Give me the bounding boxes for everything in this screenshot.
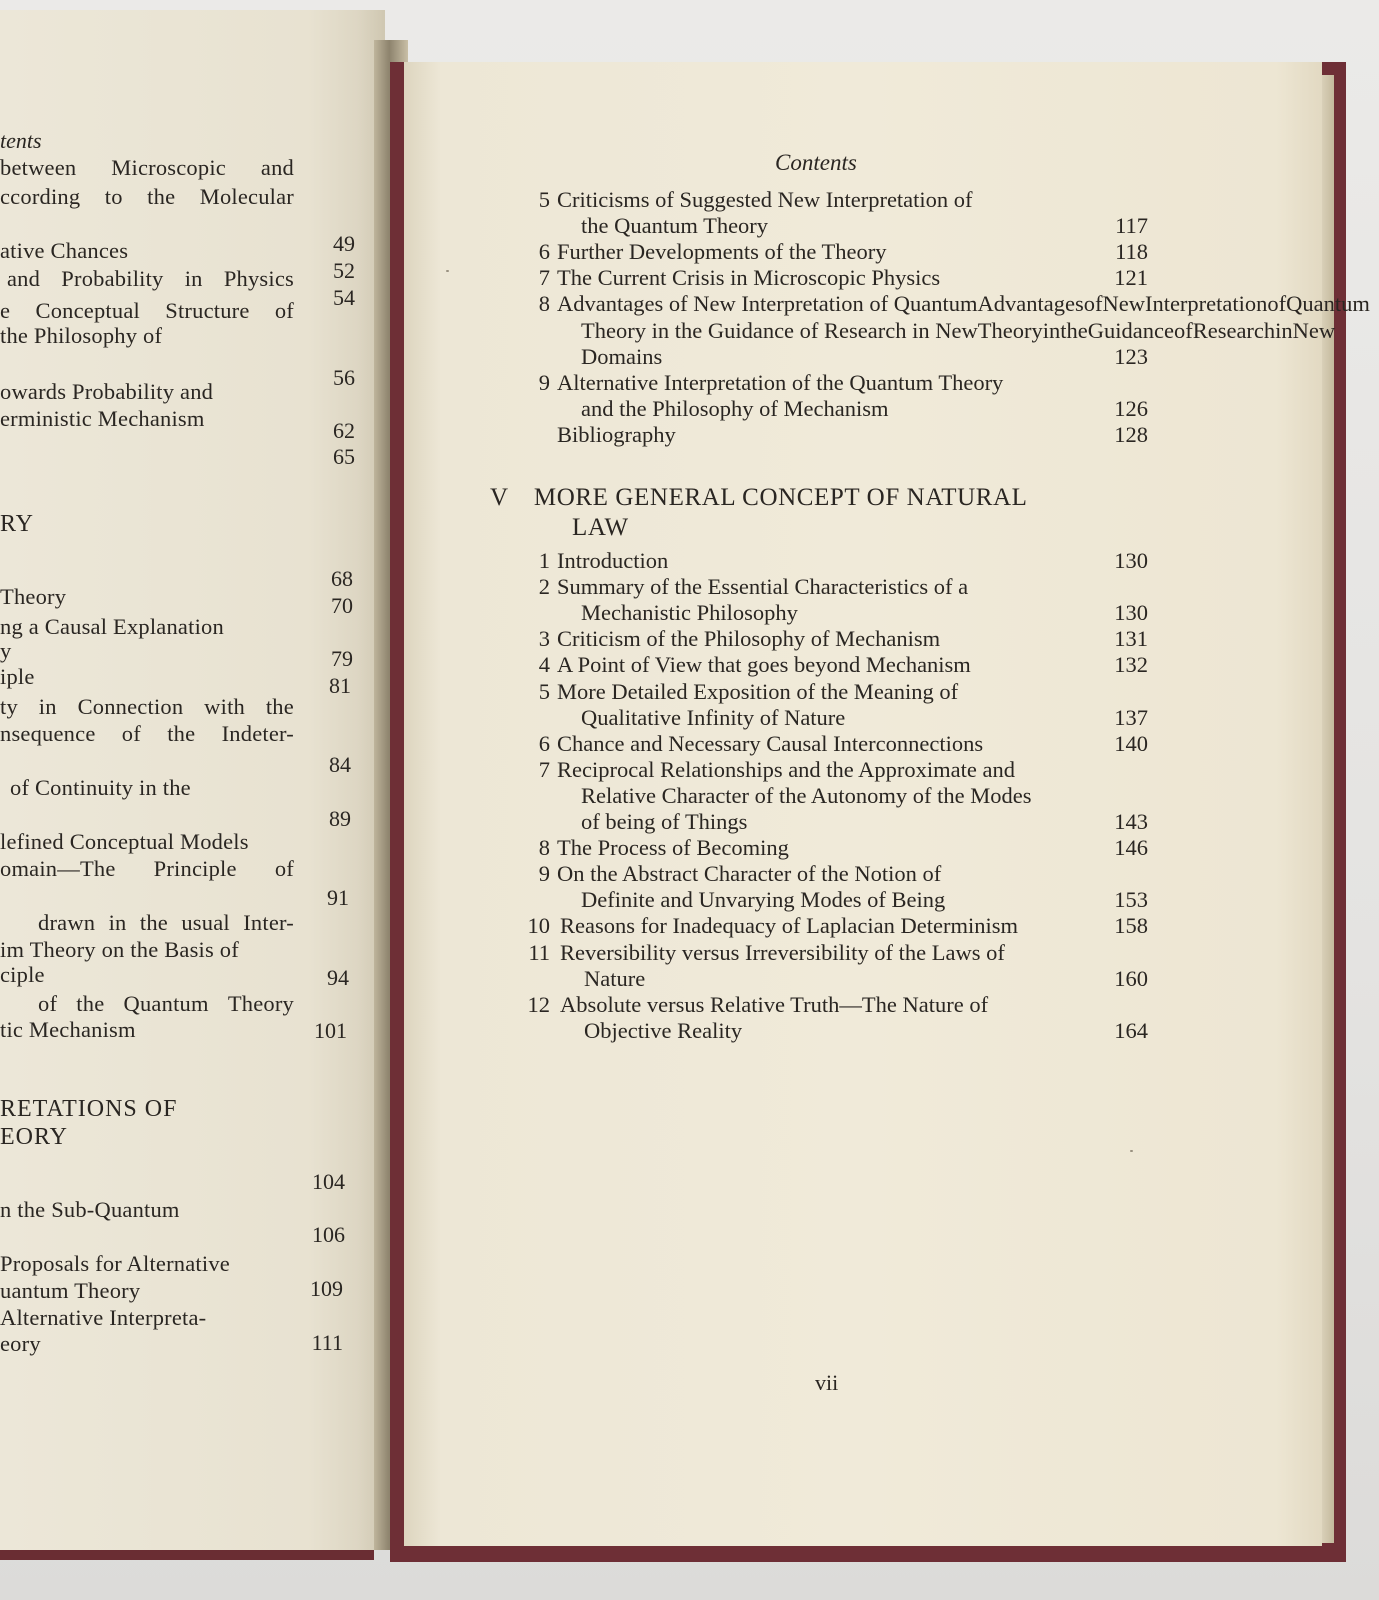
left-toc-line: y	[0, 638, 12, 663]
left-toc-line	[0, 155, 294, 181]
toc-entry-text: Bibliography	[557, 421, 676, 447]
toc-word: Advantages	[977, 291, 1084, 317]
left-toc-word: the	[139, 910, 168, 935]
left-toc-line: ng a Causal Explanation	[0, 614, 224, 639]
toc-entry-text: On the Abstract Character of the Notion of	[557, 861, 942, 887]
toc-entry-number: 8	[538, 291, 550, 317]
left-chapter-heading: EORY	[0, 1124, 69, 1150]
toc-entry-text: Summary of the Essential Characteristics of a	[557, 574, 969, 600]
toc-entry-page: 117	[1115, 213, 1148, 239]
toc-entry-text: of being of Things	[581, 809, 748, 834]
left-page-number: 79	[331, 646, 353, 671]
toc-entry-text: Reasons for Inadequacy of Laplacian Determinism	[560, 913, 1018, 939]
left-toc-word: Inter-	[243, 910, 294, 935]
toc-entry-text: Theory in the Guidance of Research in New Theory in the Guidance of Research in New	[581, 317, 1336, 343]
left-page-number: 89	[329, 806, 351, 831]
toc-entry-text: Further Developments of the Theory	[557, 239, 887, 265]
toc-entry-text: Objective Reality	[584, 1017, 743, 1043]
left-toc-line	[0, 298, 294, 324]
left-toc-word: the	[167, 721, 196, 746]
toc-entry-number: 9	[538, 861, 550, 887]
left-page-number: 52	[333, 258, 355, 283]
left-toc-line: owards Probability and	[0, 379, 214, 404]
toc-entry-text: Nature	[584, 965, 646, 991]
left-page-number: 94	[327, 965, 349, 990]
chapter-title-line-1: MORE GENERAL CONCEPT OF NATURAL	[533, 484, 1028, 511]
left-toc-word: nsequence	[0, 721, 96, 746]
toc-entry-number: 5	[538, 678, 550, 704]
toc-entry-number: 2	[538, 574, 550, 600]
left-toc-word: Indeter-	[221, 721, 294, 746]
toc-entry-text: More Detailed Exposition of the Meaning of	[557, 678, 959, 704]
toc-entry-text: The Current Crisis in Microscopic Physics	[557, 265, 941, 291]
toc-word: Quantum	[1286, 291, 1370, 317]
toc-entry-text: and the Philosophy of Mechanism	[581, 395, 889, 421]
toc-entry-text: Criticisms of Suggested New Interpretation of	[557, 187, 973, 212]
left-page-number: 68	[331, 566, 353, 591]
toc-entry-text: Introduction	[557, 548, 669, 573]
left-toc-word: Structure	[165, 298, 250, 323]
left-toc-word: between	[0, 155, 77, 180]
left-toc-word: in	[108, 910, 127, 935]
left-page-number: 104	[312, 1169, 345, 1194]
right-running-head: Contents	[775, 150, 857, 175]
left-toc-line: Theory	[0, 584, 67, 609]
toc-entry-page: 158	[1114, 913, 1148, 939]
left-page-number: 91	[327, 885, 349, 910]
left-toc-word: Molecular	[199, 184, 294, 209]
left-toc-word: to	[104, 184, 123, 209]
toc-entry-text: Advantages of New Interpretation of Quantum Advantages of New Interpretation of Quantum	[557, 291, 1370, 317]
toc-entry-number: 7	[538, 756, 550, 782]
toc-entry-page: 121	[1114, 265, 1148, 291]
left-toc-word: of	[274, 298, 294, 323]
left-toc-line: ciple	[0, 962, 45, 987]
left-toc-line: iple	[0, 664, 35, 689]
left-page	[0, 10, 385, 1550]
toc-word: in	[1275, 317, 1293, 343]
left-toc-word: of	[121, 721, 141, 746]
left-toc-line: n the Sub-Quantum	[0, 1197, 180, 1222]
left-page-number: 70	[331, 593, 353, 618]
left-toc-word: the	[76, 991, 105, 1016]
toc-entry-page: 140	[1114, 730, 1148, 756]
left-chapter-heading: RETATIONS OF	[0, 1096, 178, 1122]
toc-entry-number: 7	[538, 265, 550, 291]
left-toc-word: Connection	[77, 694, 184, 719]
left-page-number: 54	[333, 285, 355, 310]
left-toc-line	[7, 266, 294, 292]
toc-entry-page: 160	[1114, 965, 1148, 991]
chapter-numeral: V	[490, 484, 509, 511]
left-toc-word: with	[204, 694, 245, 719]
toc-entry-page: 130	[1114, 548, 1148, 573]
toc-entry-text: Qualitative Infinity of Nature	[581, 704, 846, 730]
toc-word: New	[1102, 291, 1145, 317]
left-toc-line: Proposals for Alternative	[0, 1251, 230, 1276]
left-toc-line	[38, 910, 294, 936]
toc-entry-text: Domains	[581, 343, 663, 369]
left-toc-word: and	[260, 155, 294, 180]
left-page-number: 109	[310, 1276, 343, 1301]
left-toc-word: Quantum	[123, 991, 209, 1016]
toc-entry-text: Alternative Interpretation of the Quantum Theory	[557, 369, 1004, 395]
left-toc-word: usual	[181, 910, 230, 935]
left-running-head: tents	[0, 128, 42, 153]
left-toc-word: Principle	[153, 856, 237, 881]
toc-entry-page: 130	[1114, 600, 1148, 626]
left-page-number: 84	[329, 752, 351, 777]
toc-word: Interpretation	[1144, 291, 1268, 317]
toc-entry-page: 153	[1114, 887, 1148, 913]
left-toc-word: drawn	[38, 910, 96, 935]
left-toc-line: of Continuity in the	[10, 775, 191, 800]
left-toc-word: Conceptual	[35, 298, 140, 323]
toc-entry-page: 132	[1114, 652, 1148, 678]
toc-entry-page: 164	[1114, 1017, 1148, 1043]
toc-word: New	[1292, 317, 1336, 343]
left-page-number: 81	[329, 673, 351, 698]
left-toc-word: Probability	[61, 266, 164, 291]
left-chapter-heading: RY	[0, 511, 35, 537]
toc-entry-text: Reversibility versus Irreversibility of the Laws of	[560, 939, 1005, 965]
left-toc-word: of	[274, 856, 294, 881]
left-page-number: 101	[314, 1018, 347, 1043]
toc-entry-page: 131	[1114, 626, 1148, 652]
toc-entry-number: 4	[538, 652, 550, 678]
left-toc-line	[0, 856, 294, 882]
toc-word: of	[1173, 317, 1193, 343]
left-toc-line	[0, 184, 294, 210]
left-toc-line: Alternative Interpreta-	[0, 1305, 207, 1330]
left-toc-word: Theory	[227, 991, 294, 1016]
toc-word: Research	[1192, 317, 1276, 343]
left-toc-line: lefined Conceptual Models	[0, 829, 249, 854]
toc-entry-text: A Point of View that goes beyond Mechanism	[557, 652, 971, 678]
left-toc-line	[38, 991, 294, 1017]
left-toc-word: in	[184, 266, 203, 291]
left-toc-line: the Philosophy of	[0, 323, 163, 348]
left-toc-line	[0, 694, 294, 720]
left-toc-line	[0, 721, 294, 747]
toc-entry-number: 5	[538, 187, 550, 212]
left-page-number: 62	[333, 418, 355, 443]
toc-entry-number: 6	[538, 730, 550, 756]
paper-speck	[446, 270, 449, 272]
toc-word: Theory	[977, 317, 1043, 343]
left-toc-line: ative Chances	[0, 238, 129, 263]
toc-entry-text: Criticism of the Philosophy of Mechanism	[557, 626, 941, 652]
left-toc-line: eory	[0, 1331, 41, 1356]
toc-entry-page: 143	[1114, 809, 1148, 834]
toc-entry-number: 10	[527, 913, 550, 939]
toc-entry-number: 12	[527, 991, 550, 1017]
toc-entry-page: 128	[1114, 421, 1148, 447]
left-toc-word: e	[0, 298, 11, 323]
left-page-number: 65	[333, 444, 355, 469]
left-page-number: 56	[333, 365, 355, 390]
left-toc-word: in	[38, 694, 57, 719]
toc-entry-text: Definite and Unvarying Modes of Being	[581, 887, 946, 913]
left-toc-word: ty	[0, 694, 18, 719]
chapter-heading	[490, 484, 1028, 512]
toc-word: of	[1267, 291, 1287, 317]
left-toc-word: Microscopic	[111, 155, 226, 180]
toc-entry-page: 118	[1115, 239, 1148, 265]
toc-entry-page: 137	[1114, 704, 1148, 730]
toc-entry-number: 8	[538, 835, 550, 861]
left-toc-line: erministic Mechanism	[0, 406, 205, 431]
toc-word: of	[1083, 291, 1103, 317]
toc-entry-number: 11	[528, 939, 550, 965]
left-toc-word: the	[265, 694, 294, 719]
toc-entry-number: 1	[538, 548, 550, 573]
toc-entry-page: 123	[1114, 343, 1148, 369]
left-page-number: 49	[333, 231, 355, 256]
toc-entry-text: Reciprocal Relationships and the Approximate and	[557, 756, 1016, 782]
left-toc-line: tic Mechanism	[0, 1017, 136, 1042]
toc-entry-page: 146	[1114, 835, 1148, 861]
left-toc-word: omain—The	[0, 856, 116, 881]
toc-entry-text: the Quantum Theory	[581, 213, 769, 239]
left-toc-word: ccording	[0, 184, 81, 209]
left-toc-word: Physics	[223, 266, 294, 291]
toc-entry-page: 126	[1114, 395, 1148, 421]
left-toc-line: im Theory on the Basis of	[0, 937, 239, 962]
toc-entry-text: Relative Character of the Autonomy of the Modes	[581, 782, 1032, 808]
left-page-number: 111	[311, 1330, 343, 1355]
folio-page-number: vii	[815, 1370, 839, 1395]
toc-entry-number: 9	[538, 369, 550, 395]
left-page-number: 106	[312, 1222, 345, 1247]
toc-entry-text: Absolute versus Relative Truth—The Nature of	[560, 991, 989, 1017]
toc-entry-number: 3	[538, 626, 550, 652]
toc-word: Guidance	[1087, 317, 1174, 343]
left-toc-line: uantum Theory	[0, 1278, 141, 1303]
toc-word: in	[1042, 317, 1061, 343]
chapter-title-line-2: LAW	[572, 514, 629, 541]
toc-entry-text: The Process of Becoming	[557, 835, 789, 861]
left-toc-word: the	[147, 184, 176, 209]
left-toc-word: and	[7, 266, 41, 291]
toc-entry-number: 6	[538, 239, 550, 265]
left-toc-word: of	[38, 991, 58, 1016]
toc-entry-text: Mechanistic Philosophy	[581, 600, 798, 626]
toc-word: the	[1060, 317, 1088, 343]
toc-entry-text: Chance and Necessary Causal Interconnections	[557, 730, 984, 756]
paper-speck	[1130, 1150, 1133, 1152]
